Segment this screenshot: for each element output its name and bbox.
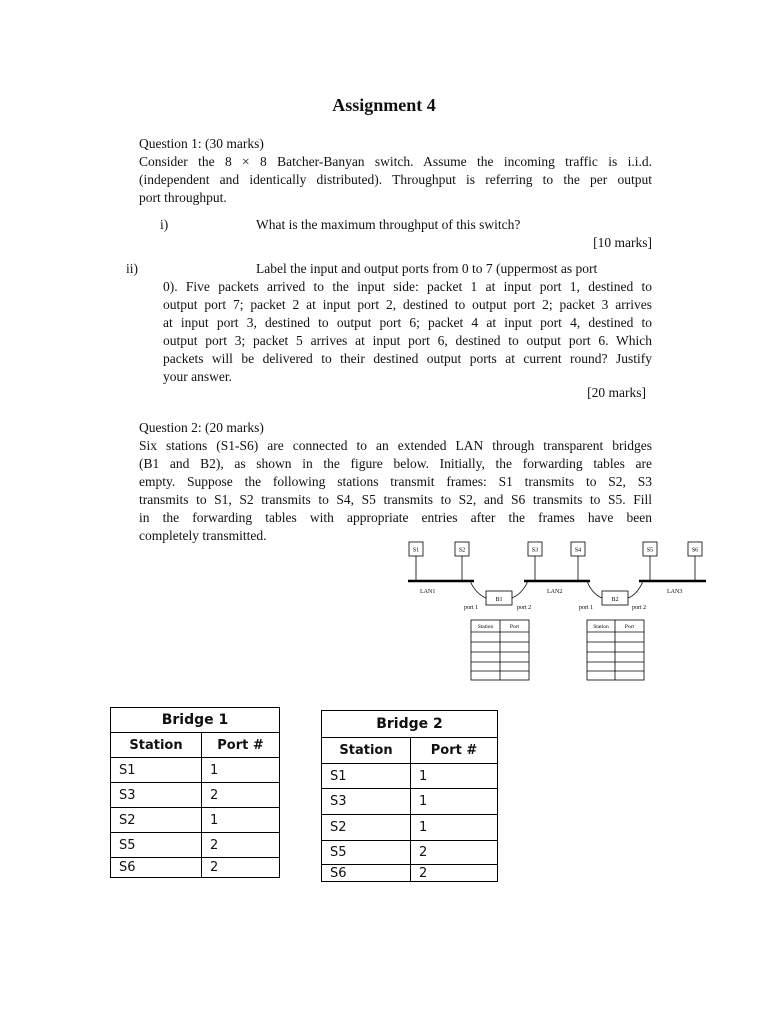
q2-line: empty. Suppose the following stations transmit frames: S1 transmits to S2, S3 xyxy=(139,474,652,489)
port-label: port 2 xyxy=(517,605,532,611)
q1-part2-line: packets will be delivered to their destined output ports at current round? Justify xyxy=(163,351,652,366)
q2-heading: Question 2: (20 marks) xyxy=(139,420,264,435)
b2-empty-table xyxy=(587,620,644,680)
bridge2-col-station: Station xyxy=(322,738,411,764)
q1-intro-line: (independent and identically distributed). Throughput is referring to the per output xyxy=(139,172,652,187)
port-cell: 1 xyxy=(411,815,498,841)
network-diagram xyxy=(400,538,712,684)
table-header-port: Port xyxy=(624,624,635,630)
station-cell: S1 xyxy=(322,764,411,789)
bridge-label: B1 xyxy=(495,597,503,603)
q1-part2-line: output port 7; packet 2 at input port 2, destined to output port 2; packet 3 arrives xyxy=(163,297,652,312)
station-cell: S3 xyxy=(111,783,202,808)
lan2-label: LAN2 xyxy=(547,589,563,595)
port-cell: 1 xyxy=(202,758,280,783)
q1-intro-line: Consider the 8 × 8 Batcher-Banyan switch. Assume the incoming traffic is i.i.d. xyxy=(139,154,652,169)
port-cell: 2 xyxy=(202,833,280,858)
q2-line: transmits to S1, S2 transmits to S4, S5 transmits to S2, and S6 transmits to S5. Fill xyxy=(139,492,652,507)
table-row xyxy=(322,865,498,882)
bridge2-table xyxy=(321,710,498,882)
port-label: port 1 xyxy=(464,605,479,611)
port-cell: 2 xyxy=(202,783,280,808)
q1-part2-marks: [20 marks] xyxy=(587,385,646,400)
station-cell: S5 xyxy=(322,841,411,865)
station-s6 xyxy=(688,542,702,581)
station-cell: S6 xyxy=(322,865,411,882)
q1-part1-text: What is the maximum throughput of this switch? xyxy=(256,217,521,232)
table-row xyxy=(322,789,498,815)
q1-heading: Question 1: (30 marks) xyxy=(139,136,264,151)
q1-part1-marks: [10 marks] xyxy=(593,235,652,250)
station-label: S6 xyxy=(691,547,699,554)
port-label: port 2 xyxy=(632,605,647,611)
station-s1 xyxy=(409,542,423,581)
q1-intro-line: port throughput. xyxy=(139,190,227,205)
station-s2 xyxy=(455,542,469,581)
lan1-label: LAN1 xyxy=(420,589,436,595)
q2-line: completely transmitted. xyxy=(139,528,267,543)
port-cell: 1 xyxy=(411,764,498,789)
q1-part2-line: at input port 3, destined to output port 6; packet 4 at input port 4, destined to xyxy=(163,315,652,330)
station-label: S2 xyxy=(458,547,466,554)
bridge1-col-station: Station xyxy=(111,733,202,758)
station-cell: S2 xyxy=(322,815,411,841)
port-label: port 1 xyxy=(579,605,594,611)
q1-part2-first-line: Label the input and output ports from 0 to 7 (uppermost as port xyxy=(256,261,598,276)
q1-part2-body xyxy=(163,278,652,386)
station-cell: S3 xyxy=(322,789,411,815)
q1-part2-line: output port 3; packet 5 arrives at input port 6, destined to output port 6. Which xyxy=(163,333,652,348)
bridge1-col-port: Port # xyxy=(202,733,280,758)
table-row xyxy=(322,764,498,789)
table-row xyxy=(111,833,280,858)
q1-intro xyxy=(139,153,652,207)
station-label: S5 xyxy=(646,547,654,554)
port-cell: 2 xyxy=(202,858,280,878)
table-row xyxy=(111,783,280,808)
station-s3 xyxy=(528,542,542,581)
station-cell: S1 xyxy=(111,758,202,783)
q2-line: Six stations (S1-S6) are connected to an extended LAN through transparent bridges xyxy=(139,438,652,453)
table-row xyxy=(111,808,280,833)
q1-part2-number: ii) xyxy=(126,261,138,276)
q1-part2-line: your answer. xyxy=(163,369,232,384)
port-cell: 2 xyxy=(411,865,498,882)
table-header-port: Port xyxy=(509,624,520,630)
table-row xyxy=(322,841,498,865)
table-row xyxy=(322,815,498,841)
station-s5 xyxy=(643,542,657,581)
q1-part2-line: 0). Five packets arrived to the input side: packet 1 at input port 1, destined to xyxy=(163,279,652,294)
bridge-label: B2 xyxy=(611,597,619,603)
station-label: S1 xyxy=(412,547,420,554)
bridge2-caption: Bridge 2 xyxy=(322,711,498,738)
station-cell: S5 xyxy=(111,833,202,858)
table-header-station: Station xyxy=(477,624,494,630)
bridge1-table xyxy=(110,707,280,878)
lan3-label: LAN3 xyxy=(667,589,683,595)
q1-part1-number: i) xyxy=(160,217,169,232)
q2-line: (B1 and B2), as shown in the figure below. Initially, the forwarding tables are xyxy=(139,456,652,471)
table-header-station: Station xyxy=(593,624,609,630)
station-s4 xyxy=(571,542,585,581)
bridge-b1 xyxy=(464,581,531,611)
q2-line: in the forwarding tables with appropriate entries after the frames have been xyxy=(139,510,652,525)
port-cell: 2 xyxy=(411,841,498,865)
port-cell: 1 xyxy=(202,808,280,833)
port-cell: 1 xyxy=(411,789,498,815)
q2-body xyxy=(139,437,652,545)
bridge-b2 xyxy=(579,581,646,611)
station-label: S4 xyxy=(574,547,582,554)
station-cell: S2 xyxy=(111,808,202,833)
table-row xyxy=(111,858,280,878)
bridge2-col-port: Port # xyxy=(411,738,498,764)
b1-empty-table xyxy=(471,620,529,680)
table-row xyxy=(111,758,280,783)
station-label: S3 xyxy=(531,547,539,554)
station-cell: S6 xyxy=(111,858,202,878)
page-title: Assignment 4 xyxy=(332,95,436,115)
bridge1-caption: Bridge 1 xyxy=(111,708,280,733)
